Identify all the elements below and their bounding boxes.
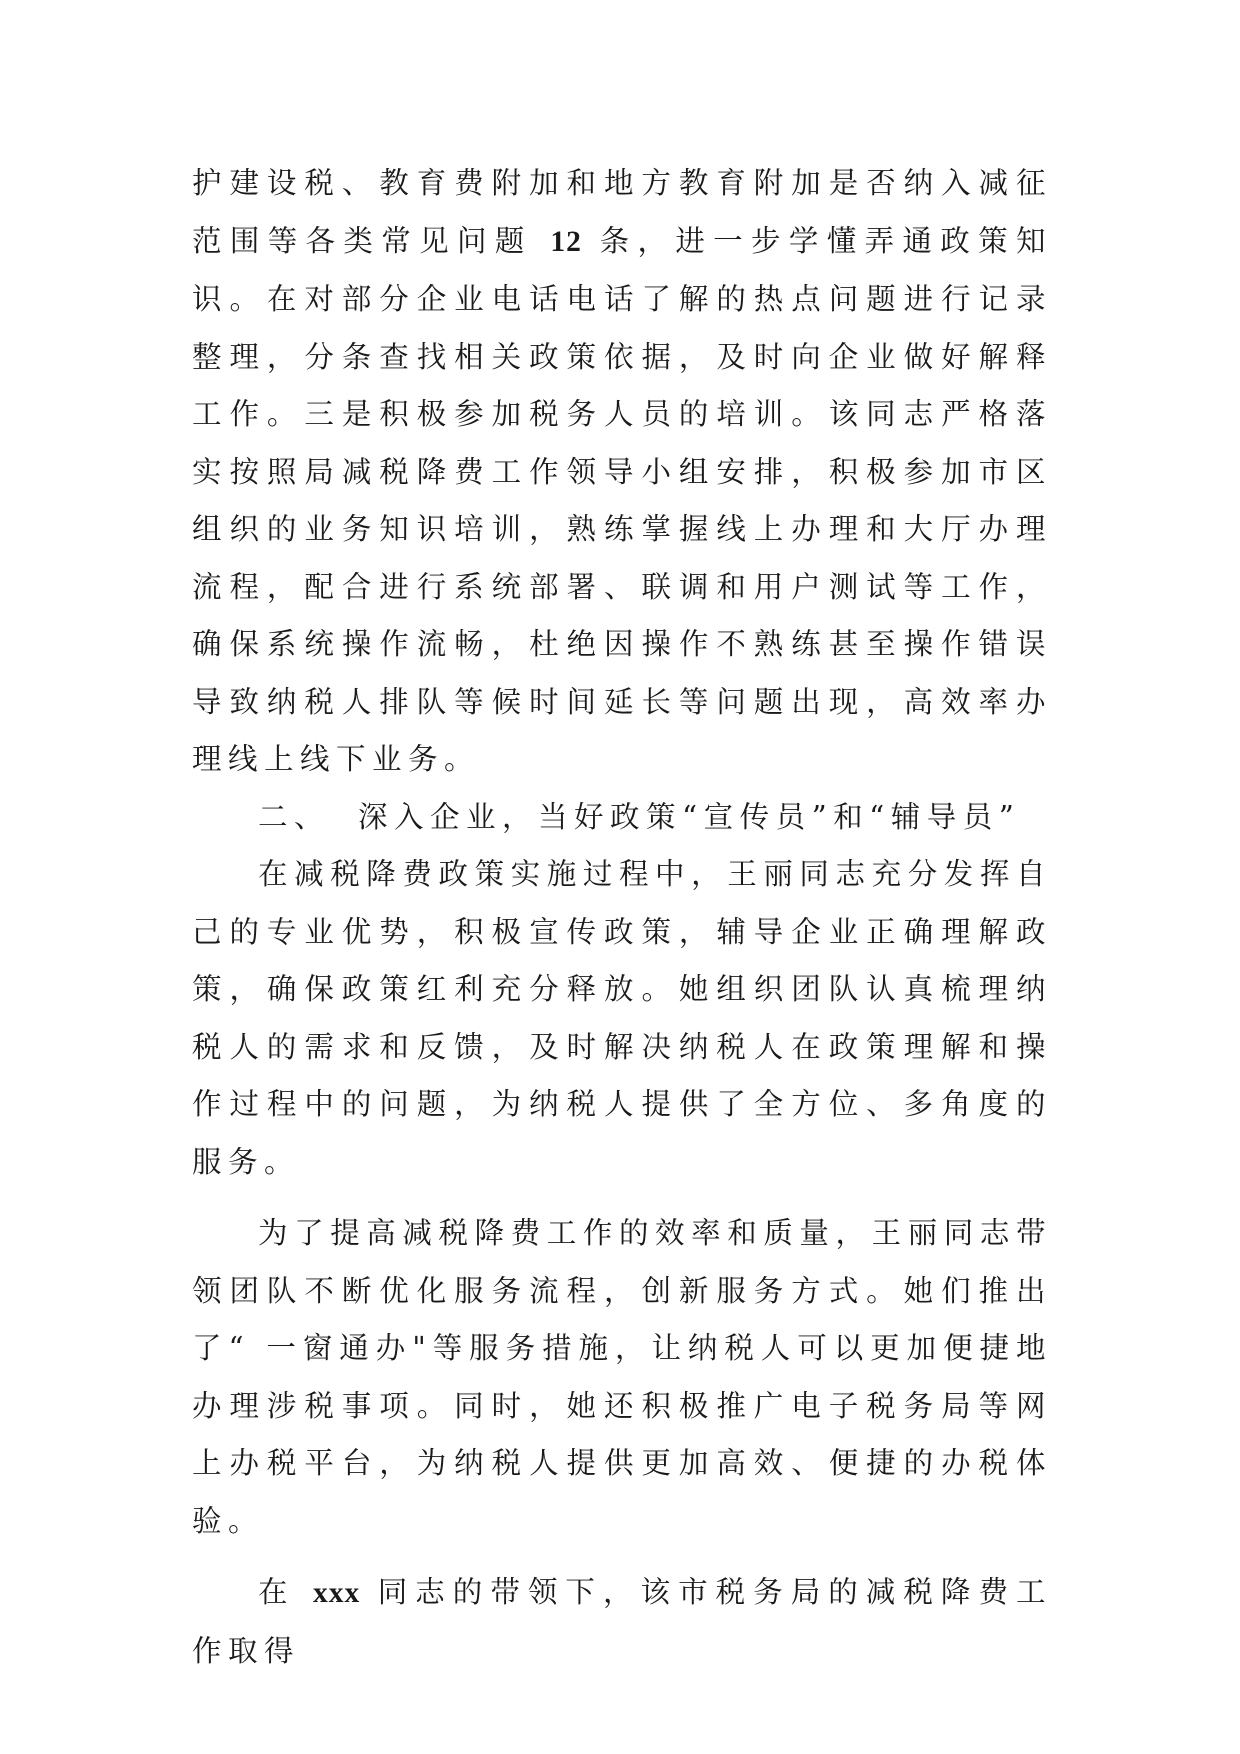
paragraph-text: 同志的带领下，该市税务局的减税降费工作取得 bbox=[192, 1575, 1052, 1668]
paragraph-text: 在 bbox=[258, 1575, 296, 1609]
document-body bbox=[192, 155, 1052, 1680]
count-number: 12 bbox=[550, 225, 582, 258]
body-paragraph: 在减税降费政策实施过程中，王丽同志充分发挥自己的专业优势，积极宣传政策，辅导企业正确理解政策，确保政策红利充分释放。她组织团队认真梳理纳税人的需求和反馈，及时解决纳税人在政策理解和操作过程中的问题，为纳税人提供了全方位、多角度的服务。 bbox=[192, 857, 1052, 1179]
paragraph-continued bbox=[192, 155, 1052, 789]
section-title: 深入企业，当好政策“宣传员”和“辅导员” bbox=[358, 799, 1021, 834]
body-paragraph: 为了提高减税降费工作的效率和质量，王丽同志带领团队不断优化服务流程，创新服务方式。她们推出了“ 一窗通办"等服务措施，让纳税人可以更加便捷地办理涉税事项。同时，她还积极推广电子税务局等网上办税平台，为纳税人提供更加高效、便捷的办税体验。 bbox=[192, 1216, 1052, 1538]
body-paragraph-last bbox=[192, 1564, 1052, 1680]
person-name: xxx bbox=[313, 1577, 361, 1609]
paragraph-text: 条，进一步学懂弄通政策知识。在对部分企业电话电话了解的热点问题进行记录整理，分条查找相关政策依据，及时向企业做好解释工作。三是积极参加税务人员的培训。该同志严格落实按照局减税降费工作领导小组安排，积极参加市区组织的业务知识培训，熟练掌握线上办理和大厅办理流程，配合进行系统部署、联调和用户测试等工作，确保系统操作流畅，杜绝因操作不熟练甚至操作错误导致纳税人排队等候时间延长等问题出现，高效率办理线上线下业务。 bbox=[192, 223, 1052, 776]
section-heading bbox=[192, 789, 1052, 847]
section-number: 二、 bbox=[258, 799, 331, 834]
paragraph-text: 护建设税、教育费附加和地方教育附加是否纳入减征范围等各类常见问题 bbox=[192, 166, 1052, 258]
